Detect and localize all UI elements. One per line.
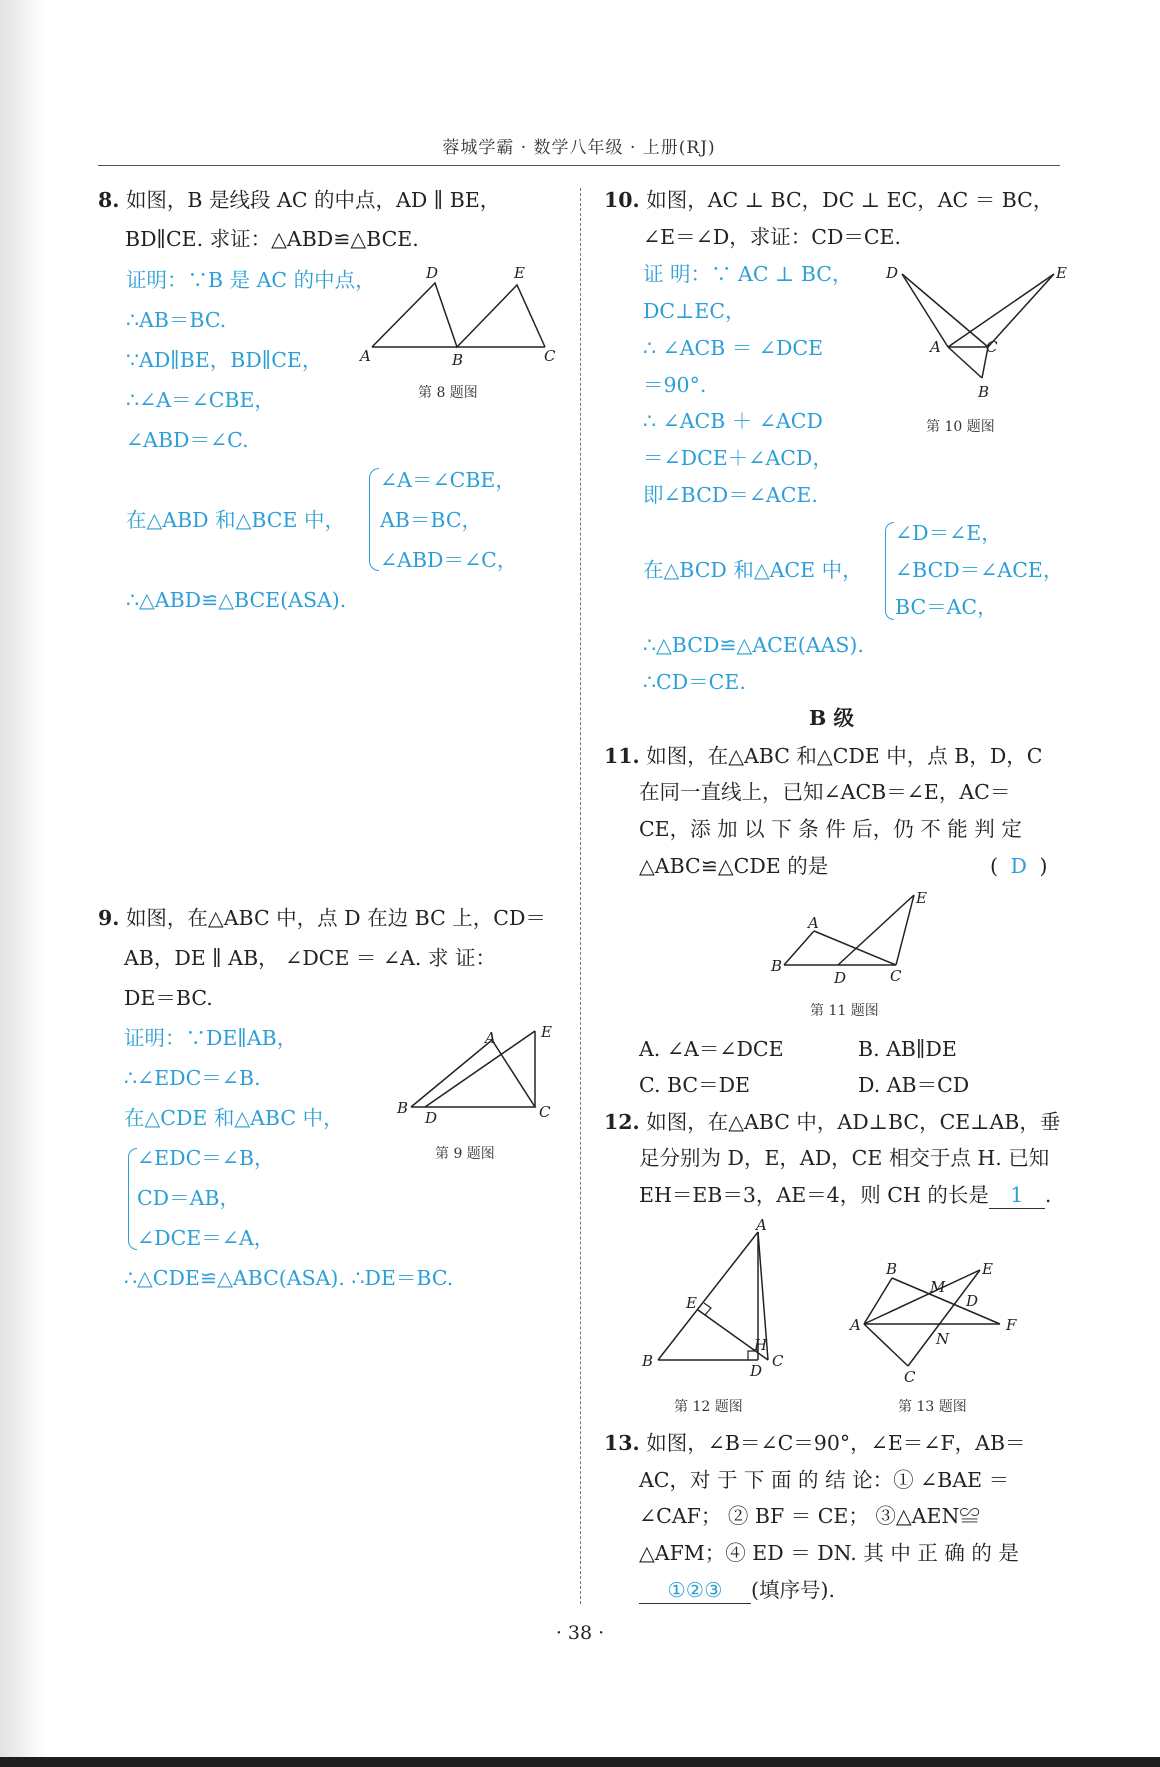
q13-label-n: N (936, 1330, 950, 1348)
q10-solution-line-5: ∴ ∠ACB ＋ ∠ACD (643, 409, 823, 433)
q11-label-b: B (771, 957, 783, 975)
bottom-edge (0, 1757, 1160, 1767)
q13-answer: ①②③ (639, 1577, 751, 1604)
q8-number: 8. (98, 188, 120, 212)
q10-label-d: D (886, 264, 899, 282)
q12-stem-text-1: 如图，在△ABC 中，AD⊥BC，CE⊥AB，垂 (646, 1110, 1061, 1134)
q11-label-d: D (834, 969, 847, 987)
q11-option-b: B. AB∥DE (858, 1037, 957, 1061)
q10-conclusion-1: ∴△BCD≌△ACE(AAS). (643, 633, 864, 657)
q9-system-line-2: CD＝AB， (137, 1186, 240, 1210)
q8-label-d: D (426, 264, 439, 282)
q10-system-line-2: ∠BCD＝∠ACE， (895, 558, 1064, 582)
q8-figure (360, 264, 560, 369)
q10-stem-text-1: 如图，AC ⊥ BC，DC ⊥ EC，AC ＝ BC， (646, 188, 1054, 212)
q13-number: 13. (604, 1431, 640, 1455)
q9-solution-line-2: ∴∠EDC＝∠B. (124, 1066, 261, 1090)
q12-stem-line-3 (639, 1182, 1051, 1209)
q9-system-line-1: ∠EDC＝∠B， (137, 1146, 275, 1170)
q10-label-c: C (986, 338, 998, 356)
q11-figure (768, 889, 928, 988)
q8-system-line-3: ∠ABD＝∠C， (380, 548, 518, 572)
q8-conclusion: ∴△ABD≌△BCE(ASA). (126, 588, 347, 612)
q11-paren-close: ) (1039, 854, 1048, 878)
q9-label-e: E (541, 1023, 552, 1041)
q12-label-e: E (686, 1294, 697, 1312)
q10-label-a: A (930, 338, 941, 356)
q13-stem-line-3: ∠CAF； ② BF ＝ CE； ③△AEN≌ (639, 1504, 980, 1528)
q9-label-c: C (539, 1103, 551, 1121)
q8-solution-line-5: ∠ABD＝∠C. (126, 428, 249, 452)
q10-stem-line-2: ∠E＝∠D，求证：CD＝CE. (643, 225, 902, 249)
q13-figure (850, 1258, 1030, 1386)
q10-conclusion-2: ∴CD＝CE. (643, 670, 746, 694)
q10-system-line-3: BC＝AC， (895, 595, 998, 619)
q13-stem-line-4: △AFM；④ ED ＝ DN. 其 中 正 确 的 是 (639, 1541, 1019, 1565)
q10-solution-line-1: 证 明：∵ AC ⊥ BC， (643, 262, 853, 286)
q12-stem-text-3: EH＝EB＝3，AE＝4，则 CH 的长是 (639, 1183, 989, 1207)
q11-answer-paren (990, 853, 1048, 879)
q12-number: 12. (604, 1110, 640, 1134)
q8-system-brace (369, 468, 379, 571)
q8-system-line-2: AB＝BC， (380, 508, 482, 532)
q10-label-b: B (978, 383, 990, 401)
q9-solution-line-1: 证明：∵DE∥AB， (124, 1026, 298, 1050)
q13-label-b: B (886, 1260, 898, 1278)
q13-stem-line-2: AC，对 于 下 面 的 结 论：① ∠BAE ＝ (639, 1468, 1010, 1492)
q13-stem-line-1 (604, 1430, 1026, 1456)
q13-label-a: A (850, 1316, 861, 1334)
q8-solution-line-2: ∴AB＝BC. (126, 308, 227, 332)
q13-stem-text-1: 如图，∠B＝∠C＝90°，∠E＝∠F，AB＝ (646, 1431, 1026, 1455)
q9-system-brace (128, 1148, 137, 1250)
q8-caption: 第 8 题图 (418, 385, 478, 401)
q9-caption: 第 9 题图 (435, 1146, 495, 1162)
q12-answer: 1 (989, 1182, 1045, 1209)
q8-label-c: C (544, 347, 556, 365)
q8-solution-line-3: ∵AD∥BE，BD∥CE， (126, 348, 323, 372)
q12-figure (636, 1216, 796, 1380)
q9-solution-line-3: 在△CDE 和△ABC 中， (124, 1106, 344, 1130)
q13-label-e: E (982, 1260, 993, 1278)
q9-label-b: B (397, 1099, 409, 1117)
q8-solution-line-1: 证明：∵B 是 AC 的中点， (126, 268, 376, 292)
q11-stem-line-3: CE，添 加 以 下 条 件 后，仍 不 能 判 定 (639, 817, 1022, 841)
q10-system-brace (885, 522, 894, 620)
q9-system-line-3: ∠DCE＝∠A， (137, 1226, 275, 1250)
q13-suffix: (填序号). (751, 1578, 836, 1602)
page-number: · 38 · (555, 1622, 605, 1644)
q12-stem-line-2: 足分别为 D，E，AD，CE 相交于点 H. 已知 (639, 1146, 1050, 1170)
q13-label-f: F (1006, 1316, 1017, 1334)
q12-label-h: H (754, 1336, 768, 1354)
q13-caption: 第 13 题图 (898, 1399, 967, 1415)
q11-stem-line-1 (604, 743, 1043, 769)
q10-solution-line-7: 即∠BCD＝∠ACE. (643, 483, 818, 507)
q9-stem-line-3: DE＝BC. (124, 986, 213, 1010)
q11-stem-line-2: 在同一直线上，已知∠ACB＝∠E，AC＝ (639, 780, 1011, 804)
q9-label-d: D (425, 1109, 438, 1127)
q9-label-a: A (485, 1029, 496, 1047)
q9-stem-line-2: AB，DE ∥ AB， ∠DCE ＝ ∠A. 求 证： (124, 946, 496, 970)
q11-stem-text-1: 如图，在△ABC 和△CDE 中，点 B，D，C (646, 744, 1043, 768)
q11-option-d: D. AB＝CD (858, 1073, 970, 1097)
q12-stem-end: . (1044, 1183, 1052, 1207)
q10-solution-line-3: ∴ ∠ACB ＝ ∠DCE (643, 336, 824, 360)
q10-caption: 第 10 题图 (926, 419, 995, 435)
q11-paren-open: ( (990, 854, 998, 878)
level-b-heading: B 级 (809, 706, 854, 730)
q13-label-m: M (930, 1278, 946, 1296)
q8-stem-line-1 (98, 187, 500, 213)
q11-label-a: A (808, 914, 819, 932)
q11-label-c: C (890, 967, 902, 985)
q10-solution-line-6: ＝∠DCE＋∠ACD， (643, 446, 833, 470)
column-divider (580, 188, 581, 1604)
q13-label-c: C (904, 1368, 916, 1386)
q8-label-a: A (360, 347, 371, 365)
q11-number: 11. (604, 744, 640, 768)
q11-answer: D (1010, 854, 1027, 878)
top-margin (0, 0, 1160, 38)
q12-label-c: C (772, 1352, 784, 1370)
q11-label-e: E (916, 889, 927, 907)
q10-system-prefix: 在△BCD 和△ACE 中， (643, 558, 863, 582)
q11-stem-line-4: △ABC≌△CDE 的是 (639, 854, 829, 878)
q9-stem-text-1: 如图，在△ABC 中，点 D 在边 BC 上，CD＝ (125, 906, 546, 930)
q9-stem-line-1 (98, 905, 546, 931)
q10-label-e: E (1056, 264, 1067, 282)
q10-stem-line-1 (604, 187, 1053, 213)
running-header: 蓉城学霸 · 数学八年级 · 上册(RJ) (442, 138, 716, 158)
q8-system-line-1: ∠A＝∠CBE， (380, 468, 516, 492)
q8-system-prefix: 在△ABD 和△BCE 中， (126, 508, 345, 532)
q10-system-line-1: ∠D＝∠E， (895, 521, 1002, 545)
q10-solution-line-2: DC⊥EC， (643, 299, 746, 323)
q8-solution-line-4: ∴∠A＝∠CBE， (126, 388, 275, 412)
q8-stem-line-2: BD∥CE. 求证：△ABD≌△BCE. (125, 227, 419, 251)
q10-number: 10. (604, 188, 640, 212)
q9-number: 9. (98, 906, 120, 930)
q12-stem-line-1 (604, 1109, 1060, 1135)
page-left-shadow (0, 0, 46, 1767)
q12-caption: 第 12 题图 (674, 1399, 743, 1415)
q9-conclusion: ∴△CDE≌△ABC(ASA). ∴DE＝BC. (124, 1266, 454, 1290)
q8-stem-text-1: 如图，B 是线段 AC 的中点，AD ∥ BE， (125, 188, 501, 212)
q10-figure (880, 262, 1070, 402)
q13-label-d: D (966, 1292, 979, 1310)
header-rule (98, 165, 1060, 166)
q11-caption: 第 11 题图 (810, 1003, 879, 1019)
q11-option-a: A. ∠A＝∠DCE (639, 1037, 784, 1061)
q13-stem-line-5 (639, 1577, 835, 1604)
q8-label-b: B (452, 351, 464, 369)
q9-figure (395, 1023, 565, 1128)
q12-label-d: D (750, 1362, 763, 1380)
q10-solution-line-4: ＝90°. (643, 373, 707, 397)
q8-label-e: E (514, 264, 525, 282)
q11-option-c: C. BC＝DE (639, 1073, 751, 1097)
q12-label-b: B (642, 1352, 654, 1370)
q12-label-a: A (756, 1216, 767, 1234)
